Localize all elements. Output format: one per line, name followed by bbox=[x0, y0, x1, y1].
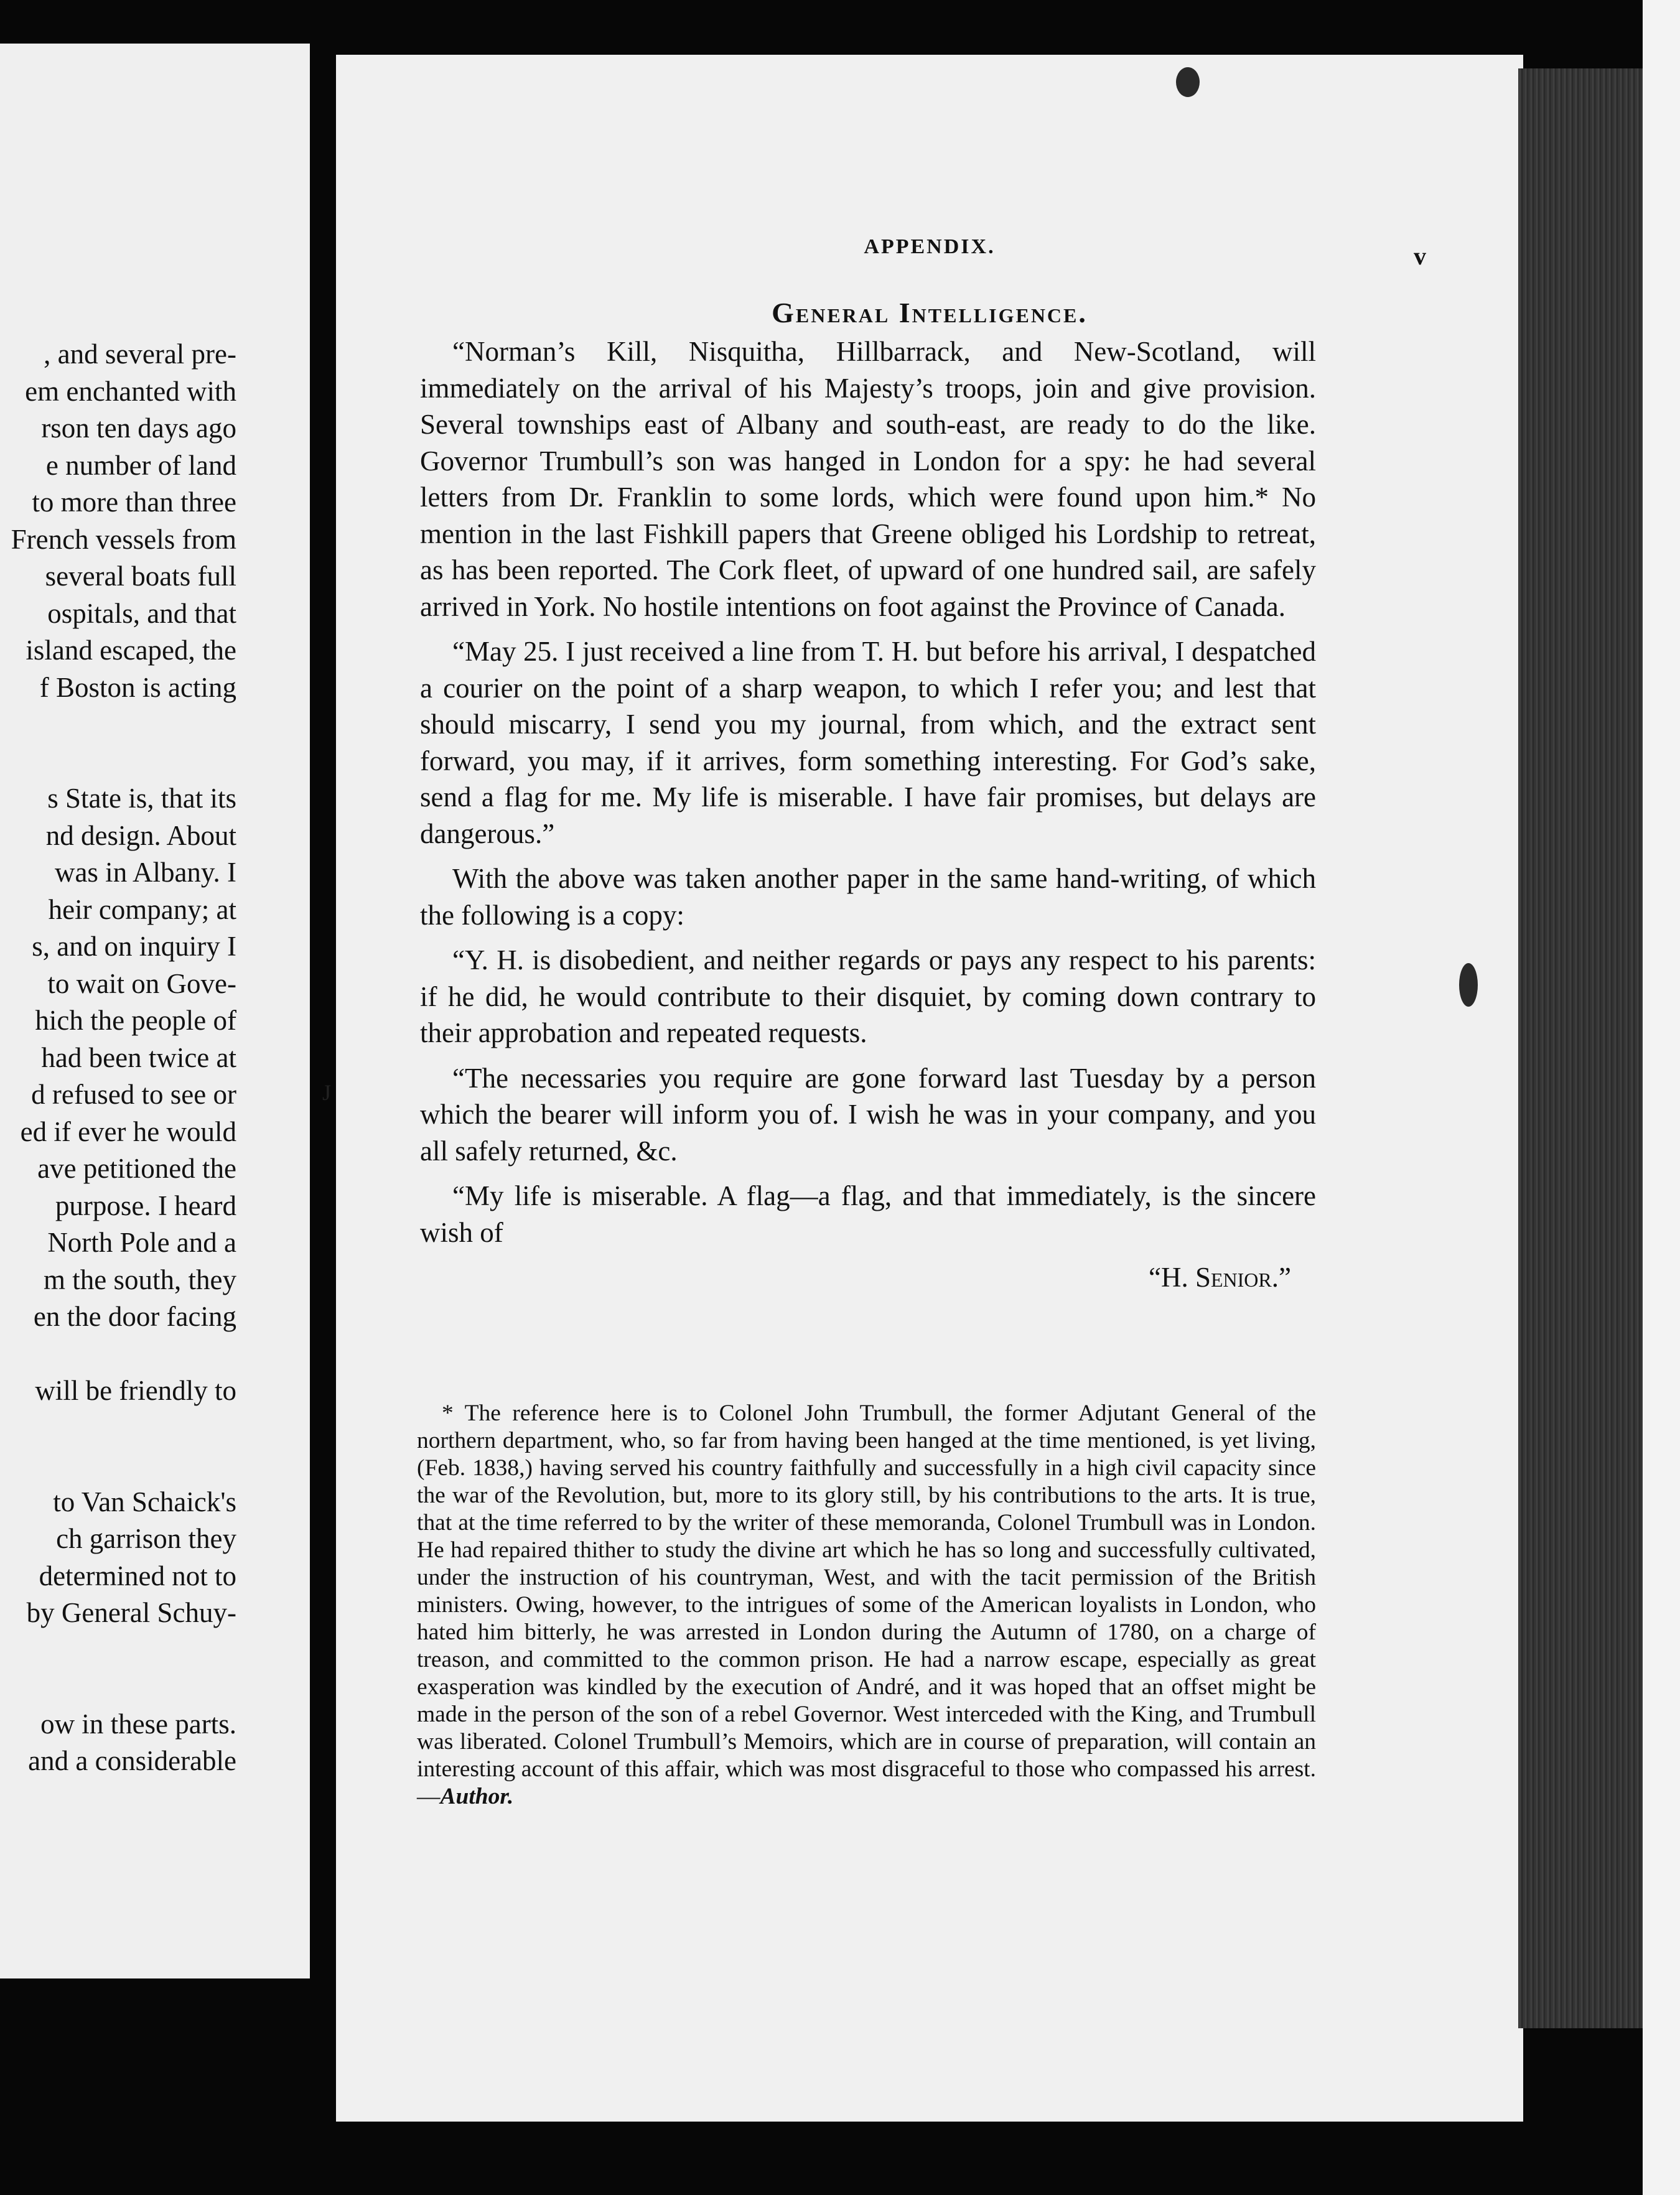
left-line: French vessels from bbox=[11, 523, 236, 555]
paragraph: “Norman’s Kill, Nisquitha, Hillbarrack, and New-Scotland, will immediately on the arrival of his Majesty’s troops, join and give provision. Several townships east of Albany and south-east, are ready to do the like. Governor Trumbull’s son was hanged in London for a spy: he had several letters from Dr. Franklin to some lords, which were found upon him.* No mention in the last Fishkill papers that Greene obliged his Lordship to retreat, as has been reported. The Cork fleet, of upward of one hundred sail, are safely arrived in York. No hostile intentions on foot against the Province of Canada. bbox=[420, 336, 1316, 622]
page-mark: v bbox=[1414, 242, 1426, 270]
paragraph: “My life is miserable. A flag—a flag, and that immediately, is the sincere wish of bbox=[420, 1180, 1316, 1248]
left-line: f Boston is acting bbox=[39, 671, 236, 703]
left-line: heir company; at bbox=[48, 893, 236, 925]
ink-spot bbox=[1176, 67, 1200, 97]
left-line: d refused to see or bbox=[31, 1079, 236, 1110]
paragraph: “The necessaries you require are gone forward last Tuesday by a person which the bearer will inform you of. I wish he was in your company, and you all safely returned, &c. bbox=[420, 1062, 1316, 1167]
left-line: will be friendly to bbox=[35, 1375, 236, 1406]
left-line bbox=[0, 743, 236, 781]
left-line: em enchanted with bbox=[25, 375, 236, 407]
section-title: General Intelligence. bbox=[772, 297, 1088, 329]
book-page-edges bbox=[1518, 68, 1643, 2028]
running-head: APPENDIX. bbox=[864, 235, 996, 258]
left-line: to wait on Gove- bbox=[47, 967, 236, 999]
left-line: hich the people of bbox=[35, 1005, 236, 1036]
ink-spot bbox=[1459, 963, 1478, 1007]
left-line: ow in these parts. bbox=[40, 1708, 236, 1740]
left-line bbox=[0, 1669, 236, 1706]
left-line: purpose. I heard bbox=[55, 1190, 236, 1221]
left-page bbox=[0, 44, 310, 1978]
left-line: s State is, that its bbox=[47, 783, 236, 814]
left-line: island escaped, the bbox=[26, 635, 236, 666]
scan-margin bbox=[1643, 0, 1680, 2195]
left-line: nd design. About bbox=[45, 819, 236, 851]
left-line: m the south, they bbox=[44, 1264, 236, 1295]
left-line bbox=[0, 1632, 236, 1669]
left-line: ave petitioned the bbox=[37, 1153, 236, 1184]
footnote-text: * The reference here is to Colonel John Trumbull, the former Adjutant General of the northern department, who, so far from having been hanged at the time mentioned, is yet living, (Feb. 1838,) having served his country faithfully and successfully in a high civil capacity since the war of the Revolution, but, more to its glory still, by his contributions to the arts. It is true, that at the time referred to by the writer of these memoranda, Colonel Trumbull was in London. He had repaired thither to study the divine art which he has so long and successfully cultivated, under the instruction of his countryman, West, and with the tacit permission of the British ministers. Owing, however, to the intrigues of some of the American loyalists in London, who hated him bitterly, he was arrested in London during the Autumn of 1780, on a charge of treason, and committed to the common prison. He had a narrow escape, especially as great exasperation was kindled by the execution of André, and it was hoped that an offset might be made in the person of the son of a rebel Governor. West interceded with the King, and Trumbull was liberated. Colonel Trumbull’s Memoirs, which are in course of preparation, will contain an interesting account of this affair, which was most disgraceful to those who compassed his arrest.— bbox=[417, 1400, 1316, 1809]
left-line: ospitals, and that bbox=[47, 597, 236, 629]
body-text bbox=[420, 333, 1316, 1305]
margin-mark: J bbox=[322, 1080, 332, 1105]
left-line: North Pole and a bbox=[47, 1227, 236, 1258]
left-line: to Van Schaick's bbox=[53, 1486, 236, 1517]
left-line: was in Albany. I bbox=[54, 857, 236, 888]
left-line bbox=[0, 1447, 236, 1484]
left-line: ed if ever he would bbox=[20, 1116, 236, 1147]
left-line: rson ten days ago bbox=[41, 412, 236, 444]
left-line: en the door facing bbox=[33, 1301, 236, 1332]
left-line: had been twice at bbox=[41, 1042, 236, 1073]
left-line bbox=[0, 1336, 236, 1373]
left-line bbox=[0, 1410, 236, 1447]
left-line: ch garrison they bbox=[56, 1523, 236, 1554]
left-line bbox=[0, 706, 236, 743]
paragraph: “May 25. I just received a line from T. H. but before his arrival, I despatched a courier on the point of a sharp weapon, to which I refer you; and lest that should miscarry, I send you my journal, from which, and the extract sent forward, you may, if it arrives, form something interesting. For God’s sake, send a flag for me. My life is miserable. I have fair promises, but delays are dangerous.” bbox=[420, 636, 1316, 849]
left-page-text bbox=[0, 336, 236, 1780]
left-line: and a considerable bbox=[28, 1745, 236, 1776]
left-line: to more than three bbox=[32, 487, 236, 518]
left-line: by General Schuy- bbox=[26, 1597, 236, 1628]
left-line: determined not to bbox=[39, 1560, 236, 1591]
footnote bbox=[417, 1400, 1316, 1811]
left-line: , and several pre- bbox=[44, 338, 236, 370]
left-line: e number of land bbox=[45, 449, 236, 481]
signature: “H. Senior.” bbox=[1149, 1262, 1291, 1293]
main-page bbox=[336, 55, 1523, 2122]
left-line: s, and on inquiry I bbox=[32, 931, 236, 962]
paragraph: With the above was taken another paper in the same hand-writing, of which the following is a copy: bbox=[420, 863, 1316, 931]
paragraph: “Y. H. is disobedient, and neither regards or pays any respect to his parents: if he did, he would contribute to their disquiet, by coming down contrary to their approbation and repeated requests. bbox=[420, 944, 1316, 1048]
footnote-author: Author. bbox=[440, 1784, 514, 1809]
left-line: several boats full bbox=[45, 561, 236, 592]
